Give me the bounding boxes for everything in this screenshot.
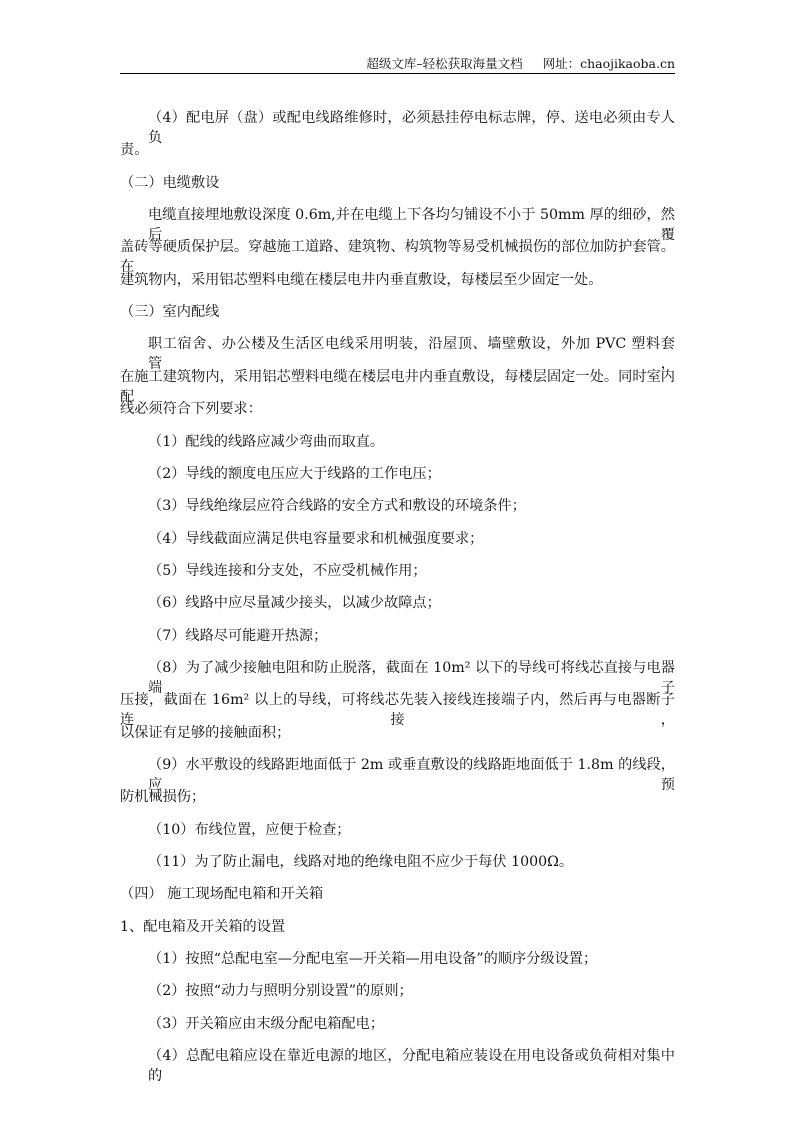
text-line: （10）布线位置，应便于检查； bbox=[148, 821, 351, 838]
text-line: （9）水平敷设的线路距地面低于 2m 或垂直敷设的线路距地面低于 1.8m 的线段，应预 bbox=[148, 757, 675, 793]
text-line: 盖砖等硬质保护层。穿越施工道路、建筑物、构筑物等易受机械损伤的部位加防护套管。在 bbox=[120, 239, 675, 276]
text-line: 压接，截面在 16m² 以上的导线，可将线芯先装入接线连接端子内，然后再与电器断子连接， bbox=[120, 692, 675, 729]
text-line: 建筑物内，采用铝芯塑料电缆在楼层电井内垂直敷设，每楼层至少固定一处。 bbox=[120, 271, 603, 288]
text-line: （7）线路尽可能避开热源； bbox=[148, 627, 328, 644]
page-header bbox=[120, 54, 675, 72]
text-line: （5）导线连接和分支处，不应受机械作用； bbox=[148, 562, 427, 579]
text-line: （3）导线绝缘层应符合线路的安全方式和敷设的环境条件； bbox=[148, 498, 526, 515]
text-line: （8）为了减少接触电阻和防止脱落，截面在 10m² 以下的导线可将线芯直接与电器端子 bbox=[148, 659, 675, 696]
header-url: 网址：chaojikaoba.cn bbox=[542, 56, 675, 71]
text-line: 防机械损伤； bbox=[120, 789, 206, 806]
text-line: （2）按照“动力与照明分别设置”的原则； bbox=[148, 983, 413, 1000]
text-line: 在施工建筑物内，采用铝芯塑料电缆在楼层电井内垂直敷设，每楼层固定一处。同时室内配 bbox=[120, 368, 675, 405]
text-line: 电缆直接埋地敷设深度 0.6m,并在电缆上下各均匀铺设不小于 50mm 厚的细砂，然后覆 bbox=[148, 207, 675, 244]
text-line: （1）配线的线路应减少弯曲而取直。 bbox=[148, 433, 385, 450]
text-line: （1）按照“总配电室—分配电室—开关箱—用电设备”的顺序分级设置； bbox=[148, 951, 598, 968]
text-line: （4）导线截面应满足供电容量要求和机械强度要求； bbox=[148, 530, 484, 547]
text-line: （二）电缆敷设 bbox=[120, 174, 220, 191]
header-site: 超级文库–轻松获取海量文档 bbox=[366, 56, 523, 71]
text-line: 1、配电箱及开关箱的设置 bbox=[120, 918, 286, 935]
text-line: 责。 bbox=[120, 142, 149, 159]
text-line: 以保证有足够的接触面积； bbox=[120, 724, 291, 741]
text-line: （三）室内配线 bbox=[120, 304, 220, 321]
text-line: （6）线路中应尽量减少接头，以减少故障点； bbox=[148, 595, 441, 612]
text-line: （4）配电屏（盘）或配电线路维修时，必须悬挂停电标志牌，停、送电必须由专人负 bbox=[148, 110, 675, 146]
text-line: 职工宿舍、办公楼及生活区电线采用明装，沿屋顶、墙壁敷设，外加 PVC 塑料套管， bbox=[148, 336, 675, 373]
header-rule bbox=[120, 73, 675, 74]
text-line: （4）总配电箱应设在靠近电源的地区，分配电箱应装设在用电设备或负荷相对集中的 bbox=[148, 1048, 675, 1085]
text-line: （3）开关箱应由末级分配电箱配电； bbox=[148, 1015, 385, 1032]
text-line: （11）为了防止漏电，线路对地的绝缘电阻不应少于每伏 1000Ω。 bbox=[148, 854, 574, 871]
text-line: （2）导线的额度电压应大于线路的工作电压； bbox=[148, 465, 441, 482]
text-line: （四） 施工现场配电箱和开关箱 bbox=[120, 886, 324, 903]
text-line: 线必须符合下列要求： bbox=[120, 401, 262, 418]
